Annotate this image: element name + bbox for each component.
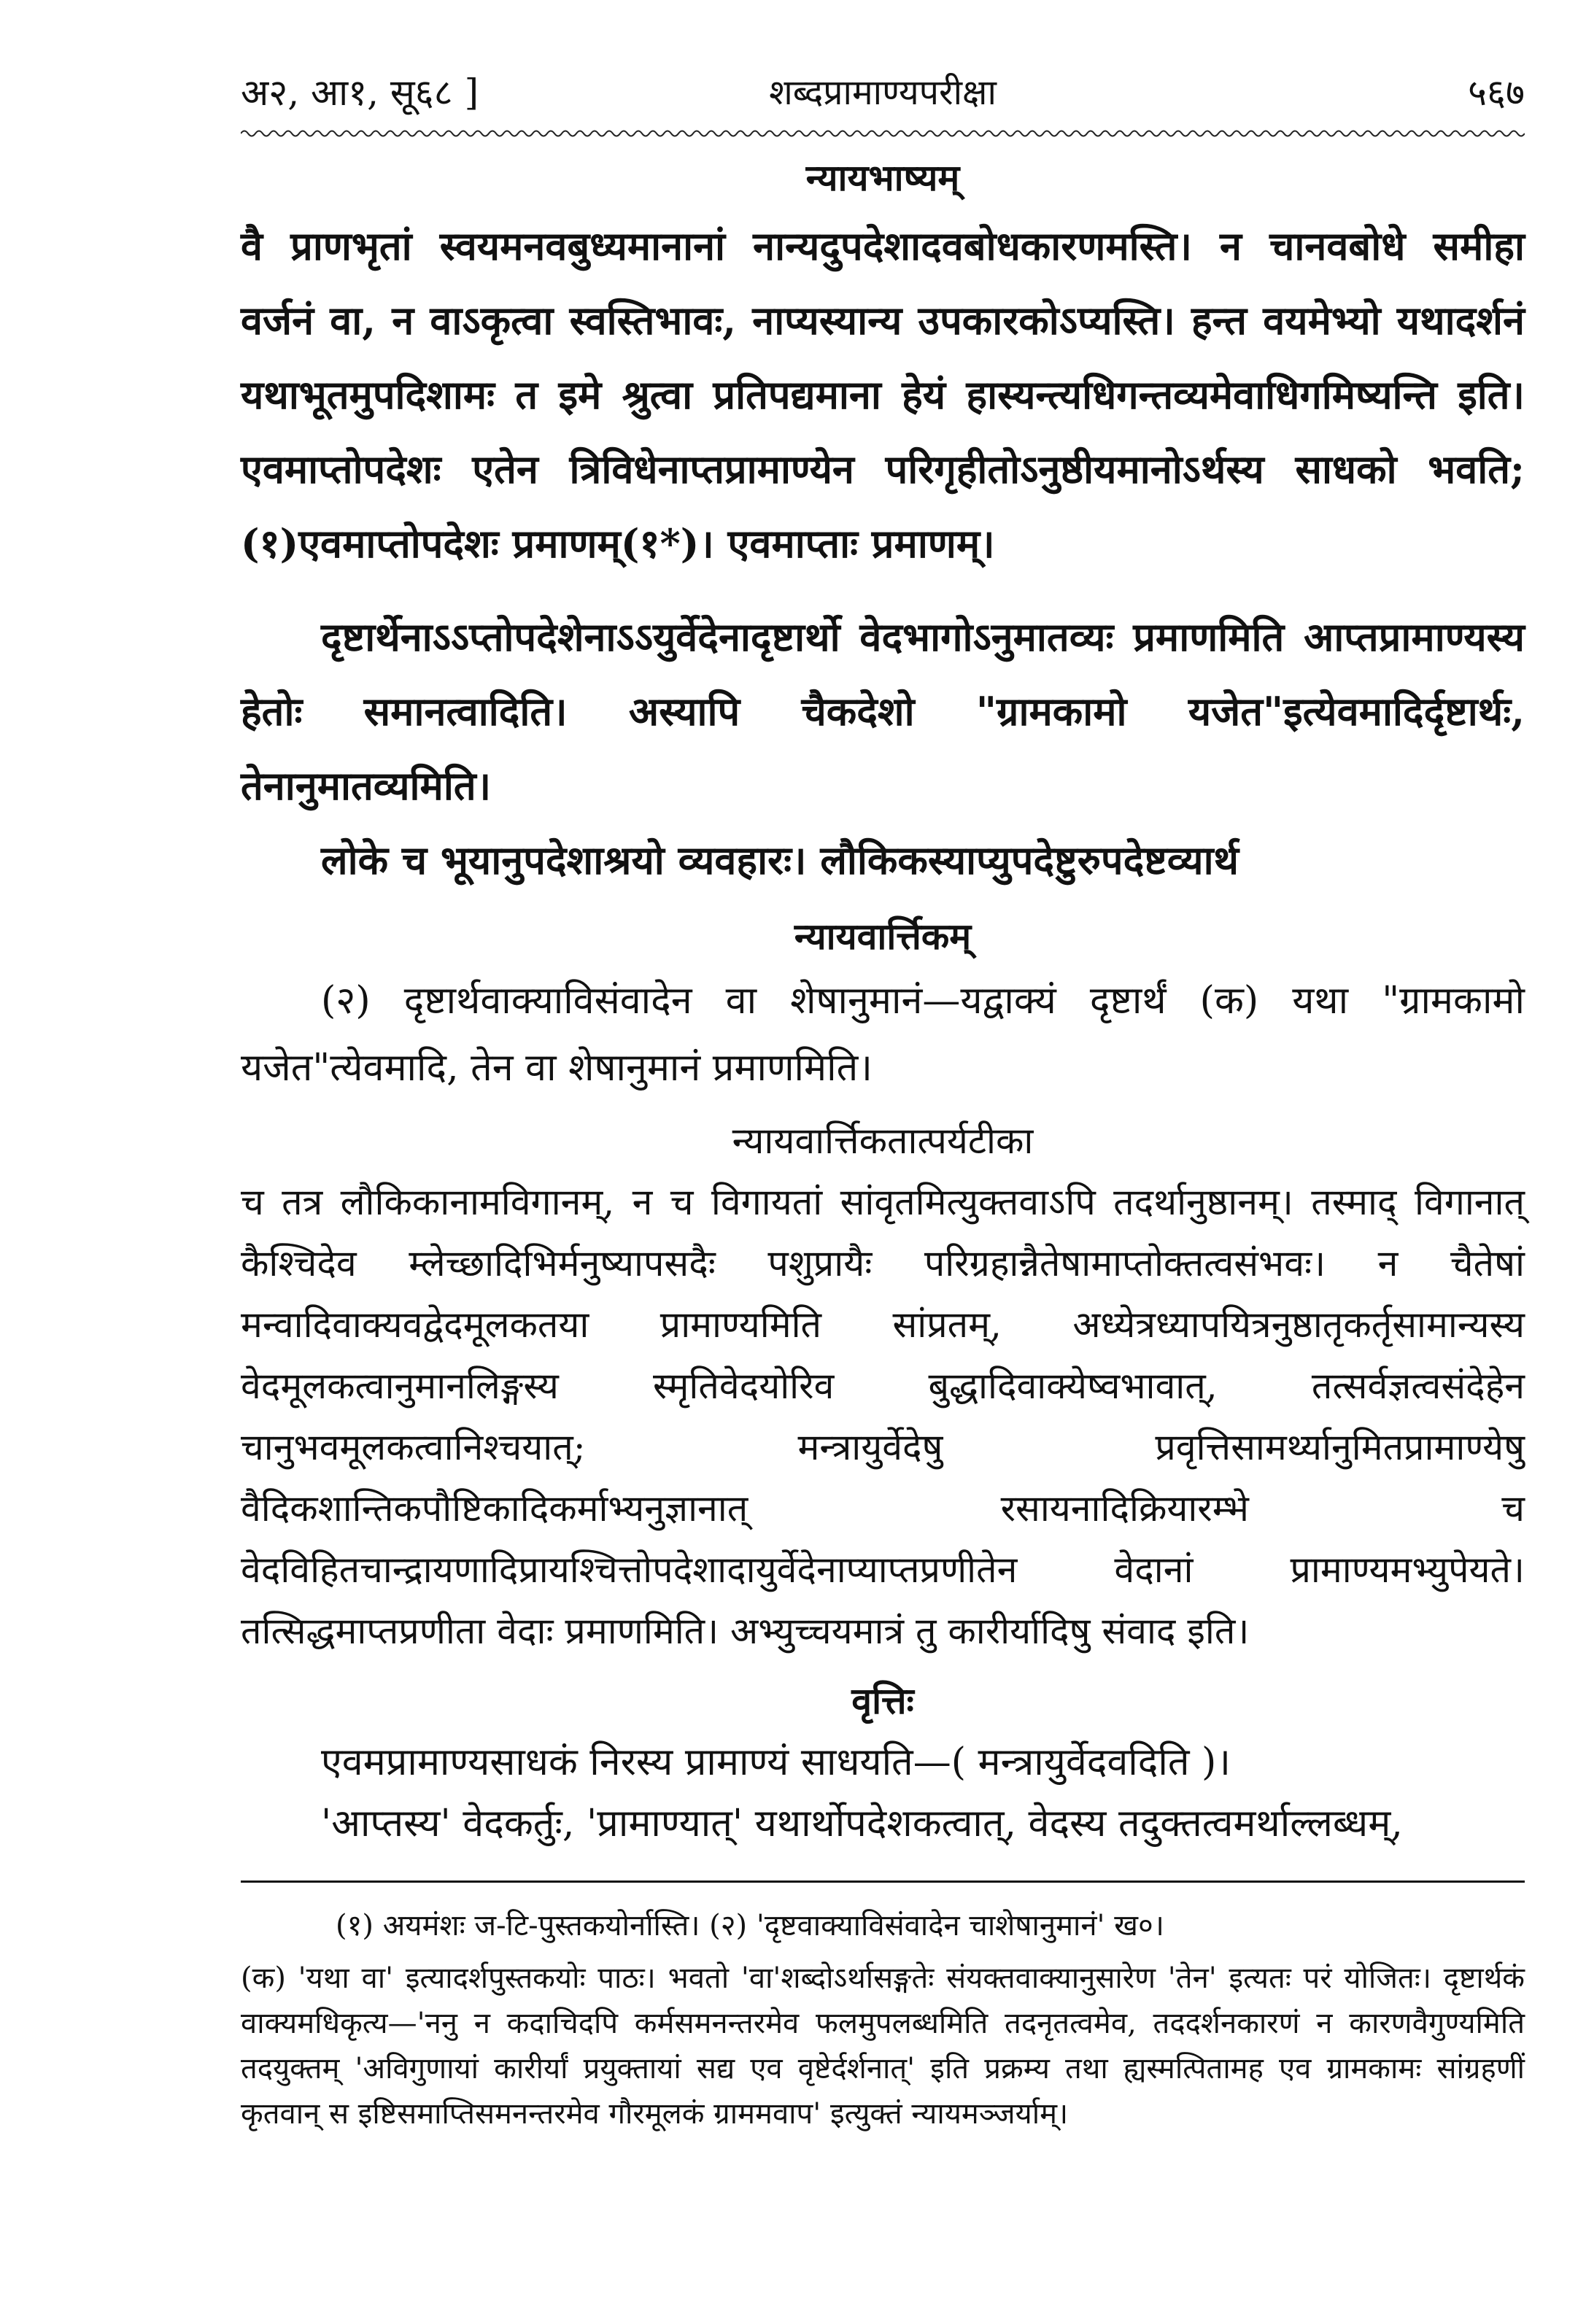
vartika-paragraph-1: (२) दृष्टार्थवाक्याविसंवादेन वा शेषानुमानं—यद्वाक्यं दृष्टार्थं (क) यथा "ग्रामकामो यजेत"त्येवमादि, तेन वा शेषानुमानं प्रमाणमिति। xyxy=(241,979,1525,1090)
page-number: ५६७ xyxy=(1468,71,1525,114)
vritti-heading: वृत्तिः xyxy=(851,1679,914,1722)
wavy-divider xyxy=(241,128,1525,139)
bhashya-paragraph-1: वै प्राणभृतां स्वयमनवबुध्यमानानां नान्यदुपदेशादवबोधकारणमस्ति। न चानवबोधे समीहा वर्जनं वा, न वाऽकृत्वा स्वस्तिभावः, नाप्यस्यान्य उपकारकोऽप्यस्ति। हन्त वयमेभ्यो यथादर्शनं यथाभूतमुपदिशामः त इमे श्रुत्वा प्रतिपद्यमाना हेयं हास्यन्त्यधिगन्तव्यमेवाधिगमिष्यन्ति इति। एवमाप्तोपदेशः एतेन त्रिविधेनाप्तप्रामाण्येन परिगृहीतोऽनुष्ठीयमानोऽर्थस्य साधको भवति; (१)एवमाप्तोपदेशः प्रमाणम्(१*)। एवमाप्ताः प्रमाणम्। xyxy=(241,222,1525,567)
chapter-reference: अ२, आ१, सू६८ ] xyxy=(241,71,479,114)
vritti-line-1: एवमप्रामाण्यसाधकं निरस्य प्रामाण्यं साधयति—( मन्त्रायुर्वेदवदिति )। xyxy=(321,1740,1231,1784)
tika-paragraph-1: च तत्र लौकिकानामविगानम्, न च विगायतां सांवृतमित्युक्तवाऽपि तदर्थानुष्ठानम्। तस्माद् विगानात् कैश्चिदेव म्लेच्छादिभिर्मनुष्यापसदैः पशुप्रायैः परिग्रहान्नैतेषामाप्तोक्तत्वसंभवः। न चैतेषां मन्वादिवाक्यवद्वेदमूलकतया प्रामाण्यमिति सांप्रतम्, अध्येत्रध्यापयित्रनुष्ठातृकर्तृसामान्यस्य वेदमूलकत्वानुमानलिङ्गस्य स्मृतिवेदयोरिव बुद्धादिवाक्येष्वभावात्, तत्सर्वज्ञत्वसंदेहेन चानुभवमूलकत्वानिश्चयात्; मन्त्रायुर्वेदेषु प्रवृत्तिसामर्थ्यानुमितप्रामाण्येषु वैदिकशान्तिकपौष्टिकादिकर्माभ्यनुज्ञानात् रसायनादिक्रियारम्भे च वेदविहितचान्द्रायणादिप्रायश्चित्तोपदेशादायुर्वेदेनाप्याप्तप्रणीतेन वेदानां प्रामाण्यमभ्युपेयते। तत्सिद्धमाप्तप्रणीता वेदाः प्रमाणमिति। अभ्युच्चयमात्रं तु कारीर्यादिषु संवाद इति। xyxy=(241,1181,1525,1652)
footnote-1: (१) अयमंशः ज-टि-पुस्तकयोर्नास्ति। (२) 'दृष्टवाक्याविसंवादेन चाशेषानुमानं' ख०। xyxy=(336,1909,1164,1943)
bhashya-paragraph-3: लोके च भूयानुपदेशाश्रयो व्यवहारः। लौकिकस्याप्युपदेष्टुरुपदेष्टव्यार्थ xyxy=(321,837,1239,883)
page-header xyxy=(241,58,1525,124)
nyayavartika-heading: न्यायवार्त्तिकम् xyxy=(794,915,972,958)
footnote-2: (क) 'यथा वा' इत्यादर्शपुस्तकयोः पाठः। भवतो 'वा'शब्दोऽर्थासङ्गतेः संयक्तवाक्यानुसारेण 'तेन' इत्यतः परं योजितः। दृष्टार्थकं वाक्यमधिकृत्य—'ननु न कदाचिदपि कर्मसमनन्तरमेव फलमुपलब्धमिति तदनृतत्वमेव, तददर्शनकारणं न कारणवैगुण्यमिति तदयुक्तम् 'अविगुणायां कारीर्यां प्रयुक्तायां सद्य एव वृष्टेर्दर्शनात्' इति प्रक्रम्य तथा ह्यस्मत्पितामह एव ग्रामकामः सांग्रहणीं कृतवान् स इष्टिसमाप्तिसमनन्तरमेव गौरमूलकं ग्राममवाप' इत्युक्तं न्यायमञ्जर्याम्। xyxy=(241,1961,1525,2131)
footnote-divider xyxy=(241,1880,1525,1883)
book-page xyxy=(241,58,1525,2144)
running-title: शब्दप्रामाण्यपरीक्षा xyxy=(769,71,997,113)
nyayabhashya-heading: न्यायभाष्यम् xyxy=(805,156,960,199)
tatparyatika-heading: न्यायवार्त्तिकतात्पर्यटीका xyxy=(732,1120,1034,1162)
bhashya-paragraph-2: दृष्टार्थेनाऽऽप्तोपदेशेनाऽऽयुर्वेदेनादृष्टार्थो वेदभागोऽनुमातव्यः प्रमाणमिति आप्तप्रामाण्यस्य हेतोः समानत्वादिति। अस्यापि चैकदेशो "ग्रामकामो यजेत"इत्येवमादिर्दृष्टार्थः, तेनानुमातव्यमिति। xyxy=(241,613,1525,809)
vritti-line-2: 'आप्तस्य' वेदकर्तुः, 'प्रामाण्यात्' यथार्थोपदेशकत्वात्, वेदस्य तदुक्तत्वमर्थाल्लब्धम्, xyxy=(321,1802,1403,1845)
